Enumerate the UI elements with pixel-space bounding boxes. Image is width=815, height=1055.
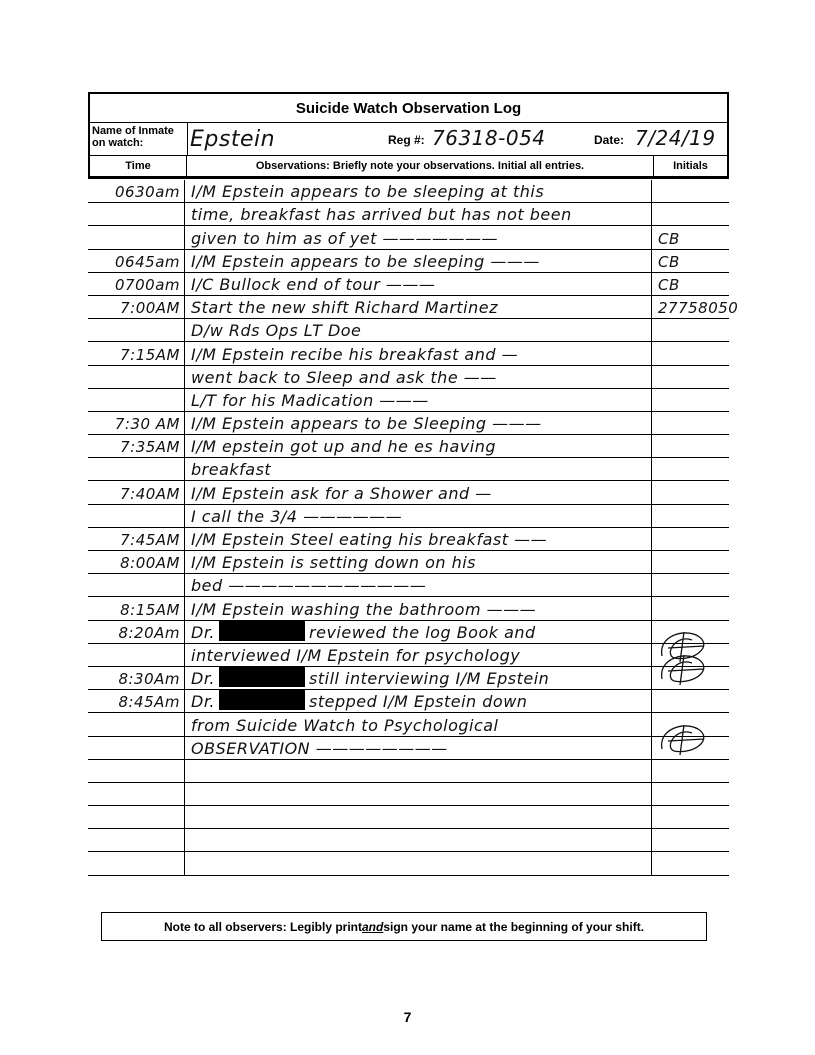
- observation-cell: [185, 412, 652, 434]
- doctor-prefix: Dr.: [191, 669, 216, 689]
- time-cell: [88, 180, 185, 202]
- log-row: [88, 412, 729, 435]
- time-cell: [88, 458, 185, 480]
- observation-cell: [185, 319, 652, 341]
- observation-cell: [185, 435, 652, 457]
- entry-observation-line: [191, 690, 527, 711]
- entry-observation-line: [191, 252, 540, 271]
- time-cell: [88, 621, 185, 643]
- entry-time: 7:30 AM: [114, 415, 180, 434]
- initials-cell: [652, 273, 729, 295]
- observations-column-header: Observations: Briefly note your observations. Initial all entries.: [187, 156, 654, 176]
- initials-cell: [652, 528, 729, 550]
- entry-observation-line: [191, 600, 536, 619]
- entry-observation-line: [191, 667, 549, 688]
- entry-time: 0700am: [115, 275, 180, 294]
- log-row: [88, 273, 729, 296]
- observation-cell: [185, 597, 652, 619]
- entry-initials: 27758050: [658, 299, 739, 318]
- entry-time: 7:35AM: [120, 438, 180, 457]
- time-cell: [88, 412, 185, 434]
- entry-observation: I/M Epstein Steel eating his breakfast ——: [191, 530, 548, 549]
- entry-initials: CB: [658, 252, 680, 271]
- log-row: [88, 737, 729, 760]
- entry-time: 8:30Am: [118, 670, 180, 689]
- page-number: 7: [403, 1009, 412, 1025]
- initials-cell: [652, 342, 729, 364]
- redaction-block: [219, 667, 305, 687]
- log-row: [88, 226, 729, 249]
- entry-observation-line: [191, 229, 498, 248]
- entry-time: 7:40AM: [120, 484, 180, 503]
- time-cell: [88, 644, 185, 666]
- entry-time: 8:45Am: [118, 693, 180, 712]
- log-row: [88, 528, 729, 551]
- entry-observation-line: [191, 437, 496, 456]
- log-row: [88, 621, 729, 644]
- entry-observation-line: [191, 182, 544, 201]
- log-row: [88, 481, 729, 504]
- redaction-block: [219, 690, 305, 710]
- observation-cell: [185, 366, 652, 388]
- log-row: [88, 435, 729, 458]
- log-row: [88, 713, 729, 736]
- observation-cell: [185, 829, 652, 851]
- observation-cell: [185, 574, 652, 596]
- observation-cell: [185, 621, 652, 643]
- entry-observation: reviewed the log Book and: [309, 622, 536, 642]
- note-emphasis: and: [362, 919, 384, 934]
- observation-cell: [185, 551, 652, 573]
- log-row: [88, 551, 729, 574]
- initials-cell: [652, 690, 729, 712]
- log-row: [88, 319, 729, 342]
- initials-cell: [652, 389, 729, 411]
- entry-observation: from Suicide Watch to Psychological: [191, 715, 499, 735]
- observation-cell: [185, 389, 652, 411]
- initials-cell: [652, 551, 729, 573]
- observation-cell: [185, 342, 652, 364]
- doctor-prefix: Dr.: [191, 622, 216, 642]
- entry-observation: breakfast: [191, 460, 272, 480]
- entry-time: 0645am: [115, 252, 180, 271]
- entry-time: 0630am: [115, 183, 180, 202]
- entry-observation-line: [191, 507, 402, 526]
- observation-log-header: [88, 92, 729, 179]
- initials-column-header: Initials: [673, 160, 708, 172]
- initials-cell: [652, 806, 729, 828]
- entry-observation-line: [191, 646, 520, 665]
- initials-cell: [652, 829, 729, 851]
- time-cell: [88, 203, 185, 225]
- log-row: [88, 667, 729, 690]
- log-row: [88, 203, 729, 226]
- initials-cell: [652, 481, 729, 503]
- observation-cell: [185, 250, 652, 272]
- log-entries: [88, 180, 739, 877]
- inmate-info-row: [90, 123, 727, 156]
- time-cell: [88, 667, 185, 689]
- time-cell: [88, 574, 185, 596]
- log-row: [88, 296, 739, 319]
- time-cell: [88, 806, 185, 828]
- log-row: [88, 505, 729, 528]
- entry-time: 7:45AM: [120, 531, 180, 549]
- entry-observation-line: [191, 716, 499, 735]
- initials-cell: [652, 574, 729, 596]
- meta-divider: [187, 123, 188, 155]
- entry-observation-line: [191, 484, 492, 503]
- observation-cell: [185, 737, 652, 759]
- initials-cell: [652, 597, 729, 619]
- observation-cell: [185, 760, 652, 782]
- time-cell: [88, 713, 185, 735]
- observation-cell: [185, 180, 652, 202]
- inmate-name-label: Name of Inmate on watch:: [92, 125, 174, 149]
- observation-cell: [185, 481, 652, 503]
- log-row: [88, 458, 729, 481]
- initials-cell: [652, 783, 729, 805]
- log-row: [88, 366, 729, 389]
- initials-cell: [652, 203, 729, 225]
- form-title: Suicide Watch Observation Log: [90, 94, 727, 123]
- reg-label: Reg #:: [388, 133, 425, 147]
- date-value: 7/24/19: [635, 126, 716, 150]
- entry-observation-line: [191, 530, 547, 549]
- entry-observation: I/M Epstein appears to be sleeping at this: [191, 182, 545, 202]
- entry-time: 8:15AM: [120, 600, 180, 619]
- entry-time: 7:00AM: [120, 299, 180, 318]
- time-cell: [88, 273, 185, 295]
- initials-cell: [652, 667, 729, 689]
- initials-cell: [652, 250, 729, 272]
- log-row: [88, 389, 729, 412]
- log-row: [88, 180, 729, 203]
- log-row: [88, 829, 729, 852]
- entry-observation-line: [191, 391, 429, 410]
- doctor-prefix: Dr.: [191, 692, 216, 712]
- time-cell: [88, 481, 185, 503]
- time-cell: [88, 342, 185, 364]
- entry-observation: Start the new shift Richard Martinez: [191, 298, 498, 318]
- entry-observation-line: [191, 739, 448, 758]
- observation-cell: [185, 528, 652, 550]
- entry-observation: I/M Epstein washing the bathroom ———: [191, 599, 537, 619]
- log-row: [88, 852, 729, 875]
- column-header-row: [90, 156, 727, 177]
- observation-cell: [185, 203, 652, 225]
- time-cell: [88, 597, 185, 619]
- entry-observation: I/M Epstein ask for a Shower and —: [191, 483, 492, 503]
- entry-initials: CB: [658, 229, 680, 248]
- signature-scribble: [654, 649, 720, 689]
- entry-observation: I/M Epstein is setting down on his: [191, 553, 477, 573]
- entry-initials: CB: [658, 275, 680, 294]
- initials-cell: [652, 412, 729, 434]
- time-cell: [88, 551, 185, 573]
- initials-cell: [652, 296, 739, 318]
- time-cell: [88, 690, 185, 712]
- log-row: [88, 342, 729, 365]
- entry-observation-line: [191, 205, 572, 224]
- note-prefix: Note to all observers: Legibly print: [163, 919, 362, 934]
- log-row: [88, 783, 729, 806]
- entry-observation-line: [191, 298, 498, 317]
- time-cell: [88, 250, 185, 272]
- entry-observation-line: [191, 576, 426, 595]
- time-cell: [88, 296, 185, 318]
- initials-cell: [652, 226, 729, 248]
- entry-observation: I/M Epstein appears to be Sleeping ———: [191, 414, 542, 434]
- entry-observation: stepped I/M Epstein down: [309, 692, 528, 712]
- observation-cell: [185, 458, 652, 480]
- time-cell: [88, 852, 185, 874]
- entry-time: 7:15AM: [120, 345, 180, 364]
- entry-observation: L/T for his Madication ———: [191, 390, 429, 410]
- time-cell: [88, 829, 185, 851]
- entry-observation-line: [191, 414, 542, 433]
- entry-observation-line: [191, 621, 536, 642]
- entry-observation-line: [191, 553, 476, 572]
- entry-observation: I/M Epstein recibe his breakfast and —: [191, 344, 519, 364]
- inmate-name-value: Epstein: [190, 127, 276, 152]
- observation-cell: [185, 644, 652, 666]
- entry-observation: I call the 3/4 ——————: [191, 506, 403, 526]
- log-row: [88, 574, 729, 597]
- log-row: [88, 250, 729, 273]
- entry-observation: went back to Sleep and ask the ——: [191, 367, 497, 387]
- time-cell: [88, 737, 185, 759]
- observation-cell: [185, 226, 652, 248]
- entry-observation: OBSERVATION ————————: [191, 738, 448, 758]
- time-cell: [88, 226, 185, 248]
- time-cell: [88, 783, 185, 805]
- log-row: [88, 644, 729, 667]
- entry-observation-line: [191, 321, 361, 340]
- entry-observation: I/M epstein got up and he es having: [191, 437, 496, 457]
- entry-time: 8:20Am: [118, 623, 180, 642]
- log-row: [88, 806, 729, 829]
- entry-observation: interviewed I/M Epstein for psychology: [191, 645, 521, 665]
- observation-cell: [185, 806, 652, 828]
- entry-observation: bed ————————————: [191, 576, 427, 596]
- log-row: [88, 597, 729, 620]
- entry-observation-line: [191, 275, 435, 294]
- time-cell: [88, 389, 185, 411]
- initials-cell: [652, 760, 729, 782]
- note-suffix: sign your name at the beginning of your shift.: [383, 919, 645, 934]
- time-cell: [88, 528, 185, 550]
- initials-cell: [652, 737, 729, 759]
- initials-cell: [652, 505, 729, 527]
- log-row: [88, 760, 729, 783]
- observation-cell: [185, 505, 652, 527]
- time-cell: [88, 319, 185, 341]
- entry-observation: D/w Rds Ops LT Doe: [191, 321, 362, 341]
- entry-observation: time, breakfast has arrived but has not been: [191, 205, 572, 225]
- observation-cell: [185, 667, 652, 689]
- entry-observation: given to him as of yet ———————: [191, 228, 498, 248]
- initials-cell: [652, 319, 729, 341]
- initials-cell: [652, 852, 729, 874]
- initials-cell: [652, 180, 729, 202]
- reg-value: 76318-054: [432, 126, 546, 150]
- initials-cell: [652, 458, 729, 480]
- time-cell: [88, 505, 185, 527]
- entry-observation: still interviewing I/M Epstein: [309, 669, 550, 689]
- entry-observation-line: [191, 460, 271, 479]
- entry-observation-line: [191, 345, 518, 364]
- observation-cell: [185, 690, 652, 712]
- observation-cell: [185, 852, 652, 874]
- observation-cell: [185, 713, 652, 735]
- entry-time: 8:00AM: [120, 554, 180, 573]
- time-cell: [88, 760, 185, 782]
- signature-scribble: [654, 719, 720, 759]
- observation-cell: [185, 273, 652, 295]
- redaction-block: [219, 621, 305, 641]
- observer-note: [101, 912, 707, 941]
- entry-observation: I/M Epstein appears to be sleeping ———: [191, 251, 540, 271]
- observation-cell: [185, 296, 652, 318]
- entry-observation: I/C Bullock end of tour ———: [191, 274, 436, 294]
- time-column-header: Time: [90, 156, 187, 176]
- initials-cell: [652, 366, 729, 388]
- date-label: Date:: [594, 133, 625, 147]
- initials-cell: [652, 435, 729, 457]
- log-row: [88, 690, 729, 713]
- time-cell: [88, 435, 185, 457]
- entry-observation-line: [191, 368, 497, 387]
- observation-cell: [185, 783, 652, 805]
- time-cell: [88, 366, 185, 388]
